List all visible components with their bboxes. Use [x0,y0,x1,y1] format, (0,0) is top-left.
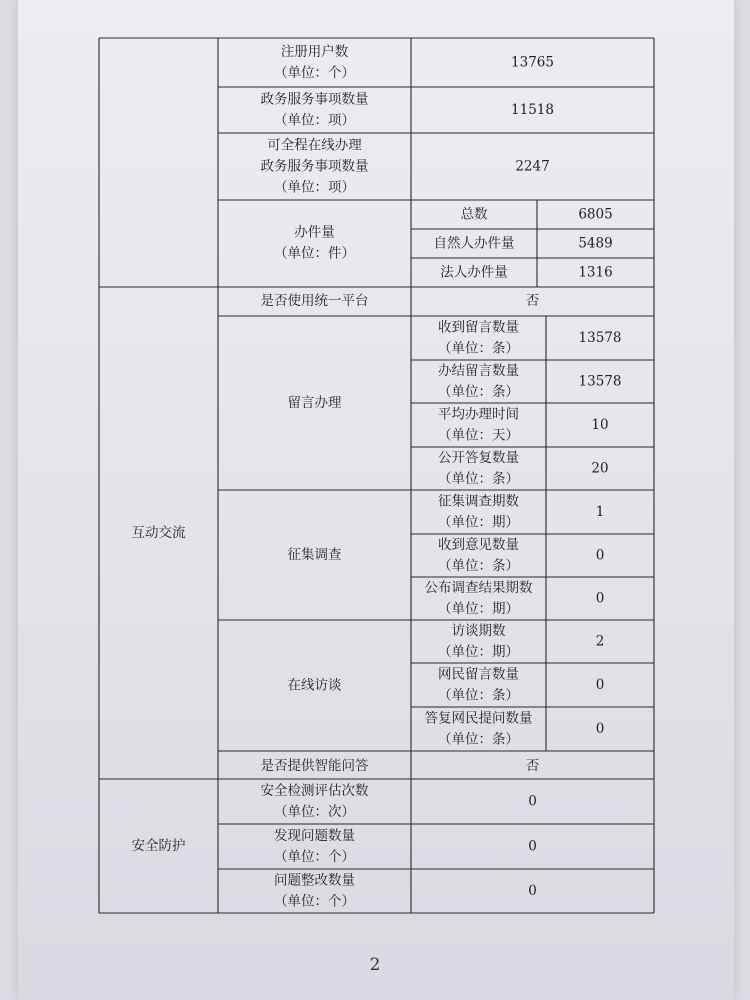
anquan-item-label: 安全检测评估次数 [260,783,369,799]
anquan-item-value: 0 [528,838,537,855]
row-label: （单位：项） [274,112,355,129]
section-hudong: 互动交流 [131,525,186,541]
group-item-label: （单位：条） [438,687,519,704]
row-label: 注册用户数 [280,44,349,60]
group-item-label: 收到留言数量 [438,319,519,336]
smart-qa-label: 是否提供智能问答 [260,758,369,774]
platform-label: 是否使用统一平台 [260,293,369,309]
group-item-label: 平均办理时间 [438,406,519,423]
group-item-label: 办结留言数量 [438,363,519,379]
group-item-value: 0 [595,721,605,737]
section-anquan: 安全防护 [131,838,186,854]
banjian-item-label: 总数 [460,206,488,223]
group-item-value: 1 [595,504,605,520]
group-item-label: （单位：期） [438,601,519,617]
anquan-item-label: （单位：个） [274,849,355,865]
group-item-label: （单位：期） [438,514,519,531]
row-label: （单位：个） [274,65,355,81]
banjian-item-value: 1316 [578,264,613,281]
group-item-label: 公布调查结果期数 [424,580,533,596]
group-item-value: 13578 [578,373,622,390]
banjian-label: （单位：件） [274,245,355,262]
group-item-label: （单位：条） [438,340,519,357]
group-item-label: 征集调查期数 [438,493,519,510]
group-item-label: （单位：条） [438,384,519,400]
group-label: 留言办理 [287,395,342,411]
group-item-label: （单位：条） [438,558,519,574]
group-label: 在线访谈 [287,677,342,694]
row-label: （单位：项） [274,179,355,196]
page-number: 2 [369,955,381,975]
banjian-item-value: 5489 [578,235,613,252]
group-item-label: （单位：条） [438,731,519,748]
banjian-item-value: 6805 [578,206,613,223]
group-item-value: 0 [595,677,605,693]
anquan-item-value: 0 [528,793,537,810]
anquan-item-label: 发现问题数量 [274,828,355,844]
group-item-label: 收到意见数量 [438,537,519,553]
group-item-value: 0 [595,547,605,564]
group-label: 征集调查 [287,547,342,563]
row-label: 政务服务事项数量 [260,158,369,175]
group-item-label: 答复网民提问数量 [424,710,533,727]
group-item-value: 10 [591,417,609,433]
group-item-label: （单位：期） [438,644,519,660]
anquan-item-value: 0 [528,883,537,899]
group-item-value: 0 [595,590,605,607]
group-item-value: 20 [591,460,609,477]
anquan-item-label: 问题整改数量 [274,872,355,889]
row-label: 政务服务事项数量 [260,91,369,108]
row-value: 2247 [515,158,550,175]
group-item-label: 网民留言数量 [438,666,519,683]
anquan-item-label: （单位：次） [274,804,355,820]
smart-qa-value: 否 [525,758,540,774]
group-item-label: （单位：天） [438,427,519,444]
group-item-value: 13578 [578,330,622,346]
banjian-item-label: 自然人办件量 [433,235,515,252]
platform-value: 否 [525,293,540,309]
banjian-item-label: 法人办件量 [440,264,508,281]
group-item-value: 2 [595,633,605,650]
row-label: 可全程在线办理 [267,137,362,154]
banjian-label: 办件量 [294,224,335,241]
group-item-label: 访谈期数 [451,623,506,639]
row-value: 11518 [511,102,554,118]
group-item-label: 公开答复数量 [438,450,519,466]
row-value: 13765 [511,54,554,71]
anquan-item-label: （单位：个） [274,893,355,910]
group-item-label: （单位：条） [438,471,519,487]
